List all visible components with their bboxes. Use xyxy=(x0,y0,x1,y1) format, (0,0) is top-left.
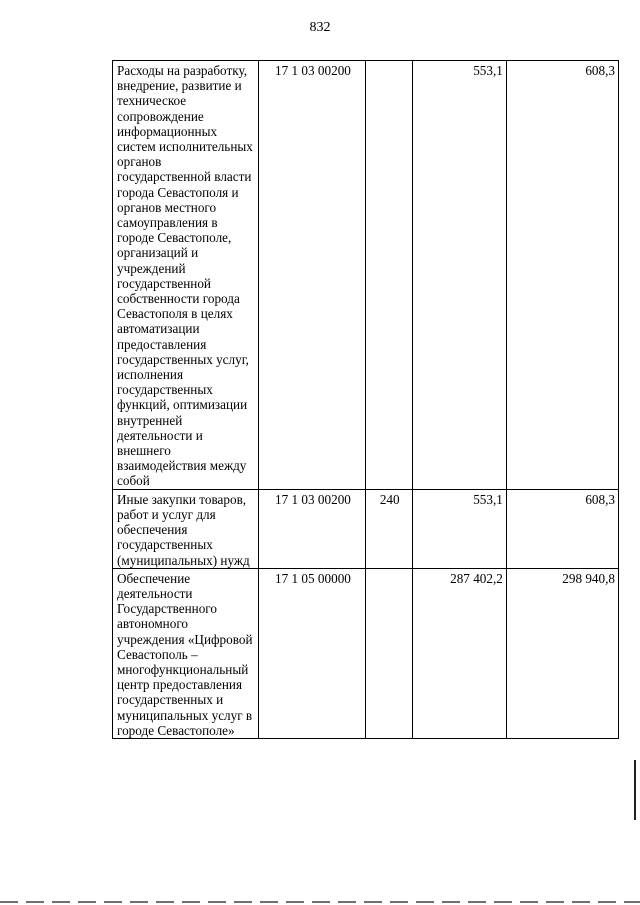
budget-table xyxy=(112,60,619,739)
row-year2-amount-cell: 298 940,8 xyxy=(506,568,618,738)
scan-bottom-edge xyxy=(0,901,640,903)
row-type-cell xyxy=(366,61,412,490)
row-name-cell: Иные закупки товаров, работ и услуг для обеспечения государственных (муниципальных) нужд xyxy=(113,489,259,568)
row-type-cell xyxy=(366,568,412,738)
table-row xyxy=(113,61,619,490)
scan-edge-mark xyxy=(634,760,636,820)
row-type-cell: 240 xyxy=(366,489,412,568)
row-year1-amount-cell: 553,1 xyxy=(412,61,506,490)
row-code-cell: 17 1 05 00000 xyxy=(259,568,366,738)
row-name-cell: Обеспечение деятельности Государственного автономного учреждения «Цифровой Севастополь – многофункциональный центр предоставления государственных и муниципальных услуг в городе Севастополе» xyxy=(113,568,259,738)
row-code-cell: 17 1 03 00200 xyxy=(259,61,366,490)
table-row xyxy=(113,568,619,738)
table-row xyxy=(113,489,619,568)
row-year1-amount-cell: 553,1 xyxy=(412,489,506,568)
row-code-cell: 17 1 03 00200 xyxy=(259,489,366,568)
row-year1-amount-cell: 287 402,2 xyxy=(412,568,506,738)
page-number: 832 xyxy=(309,20,331,35)
row-year2-amount-cell: 608,3 xyxy=(506,489,618,568)
row-name-cell: Расходы на разработку, внедрение, развитие и техническое сопровождение информационных систем исполнительных органов государственной власти города Севастополя и органов местного самоуправления в городе Севастополе, организаций и учреждений государственной собственности города Севастополя в целях автоматизации предоставления государственных услуг, исполнения государственных функций, оптимизации внутренней деятельности и внешнего взаимодействия между собой xyxy=(113,61,259,490)
row-year2-amount-cell: 608,3 xyxy=(506,61,618,490)
